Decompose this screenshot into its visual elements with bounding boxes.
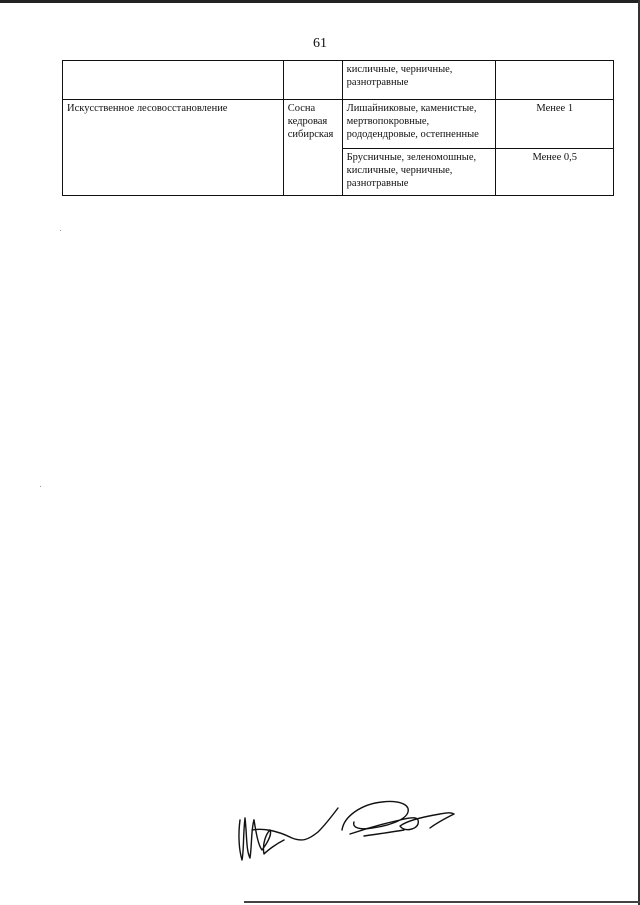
value-cell: Менее 0,5 <box>496 149 614 196</box>
scan-edge-top <box>0 0 640 3</box>
scan-speck <box>60 230 61 231</box>
page-number: 61 <box>313 36 327 51</box>
forest-type-cell: кисличные, черничные, разнотравные <box>342 61 496 100</box>
value-cell: Менее 1 <box>496 100 614 149</box>
scan-speck <box>40 486 41 487</box>
forest-regeneration-table <box>62 60 614 196</box>
value-cell <box>496 61 614 100</box>
species-cell: Сосна кедровая сибирская <box>283 100 342 196</box>
forest-type-cell: Брусничные, зеленомошные, кисличные, черничные, разнотравные <box>342 149 496 196</box>
species-cell <box>283 61 342 100</box>
forest-type-cell: Лишайниковые, каменистые, мертвопокровные, рододендровые, остепненные <box>342 100 496 149</box>
signature <box>232 790 482 870</box>
scan-edge-bottom <box>244 901 640 903</box>
table-row <box>63 61 614 100</box>
table-row <box>63 100 614 149</box>
method-cell <box>63 61 284 100</box>
method-cell: Искусственное лесовосстановление <box>63 100 284 196</box>
